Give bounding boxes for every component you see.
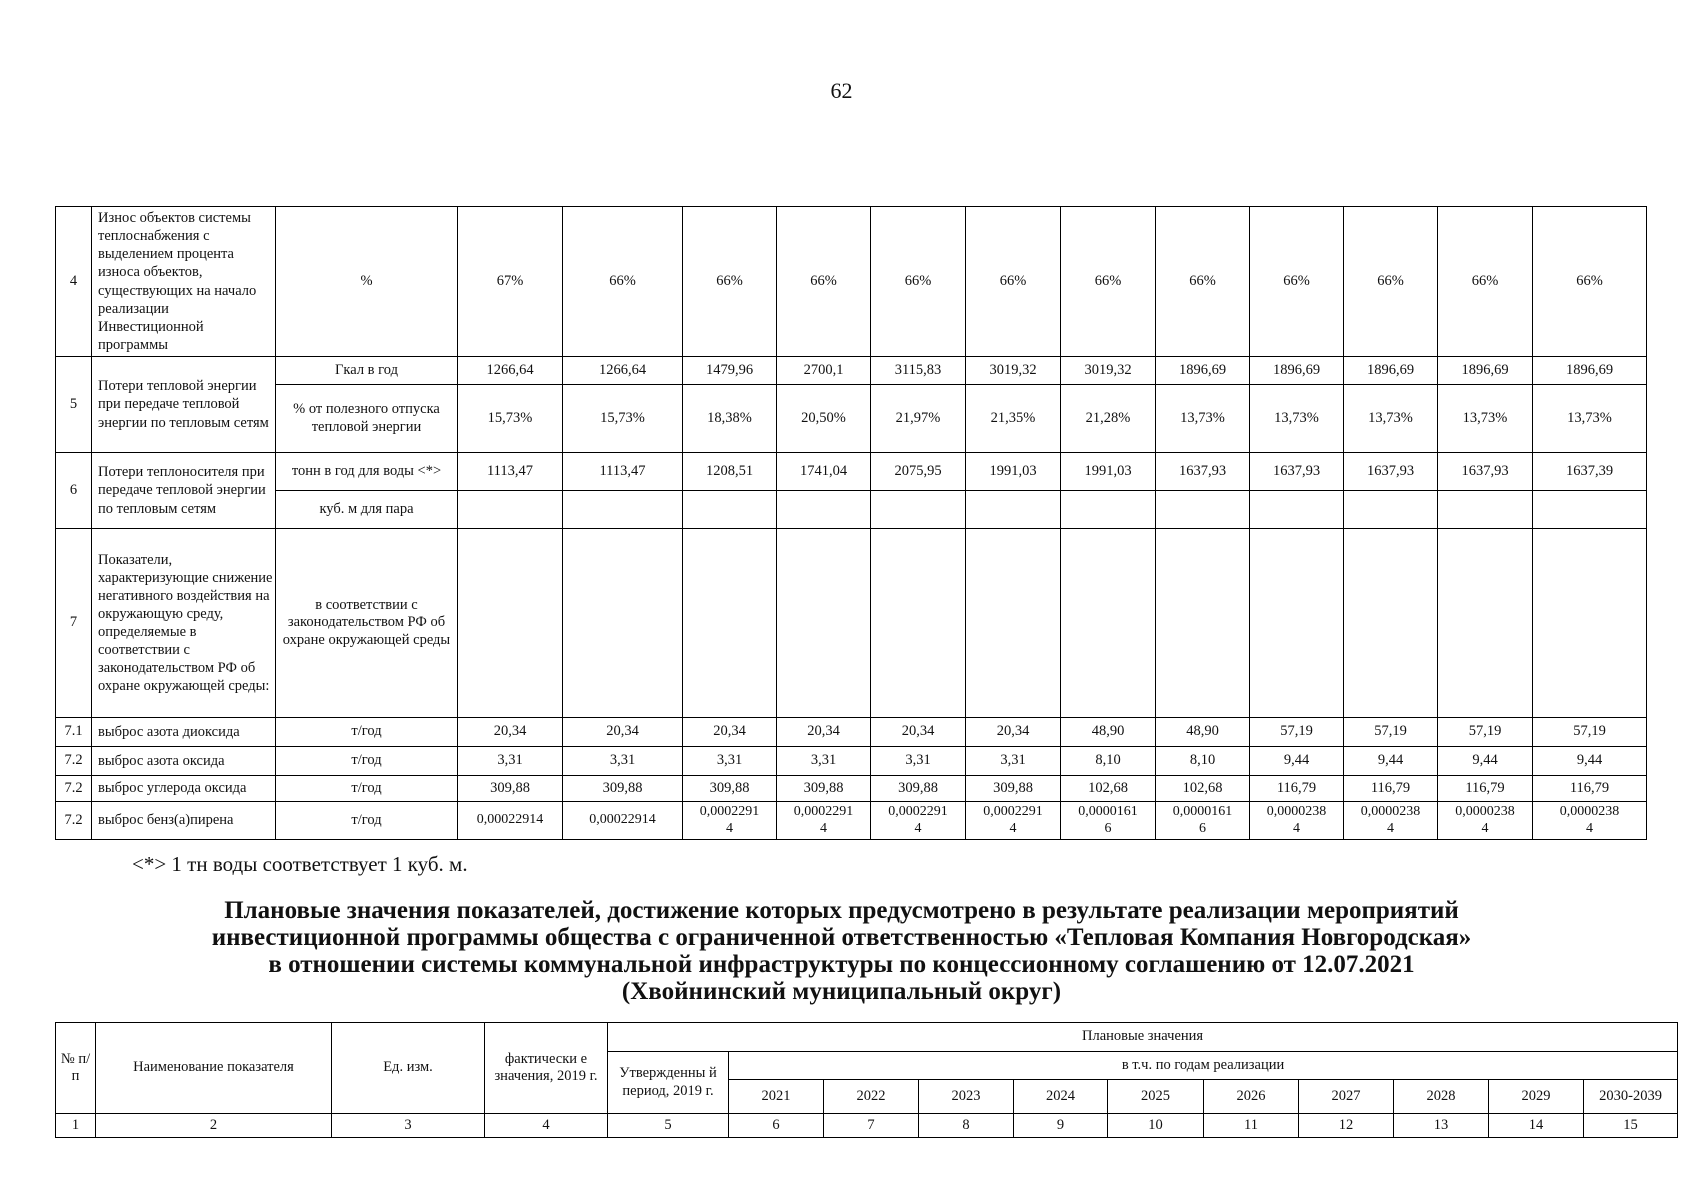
indicator-name: выброс азота оксида [92, 747, 276, 776]
table-row [56, 385, 1647, 453]
empty-cell [1533, 491, 1647, 529]
header-planned: Плановые значения [608, 1023, 1678, 1052]
column-number: 1 [56, 1114, 96, 1138]
value-cell: 48,90 [1156, 718, 1250, 747]
value-cell: 1896,69 [1344, 357, 1438, 385]
value-cell: 1896,69 [1250, 357, 1344, 385]
value-cell: 66% [1156, 207, 1250, 357]
unit: Гкал в год [276, 357, 458, 385]
value-cell: 309,88 [871, 776, 966, 802]
value-cell: 9,44 [1438, 747, 1533, 776]
value-cell: 13,73% [1344, 385, 1438, 453]
heading-line: инвестиционной программы общества с ограниченной ответственностью «Тепловая Компания Новгородская» [211, 924, 1472, 951]
header-name: Наименование показателя [96, 1023, 332, 1114]
column-number: 7 [824, 1114, 919, 1138]
column-number: 2 [96, 1114, 332, 1138]
year-header: 2030-2039 [1584, 1080, 1678, 1114]
page-number: 62 [830, 78, 853, 103]
value-cell: 20,34 [966, 718, 1061, 747]
empty-cell [458, 529, 563, 718]
value-cell: 9,44 [1533, 747, 1647, 776]
value-cell: 0,0002291 4 [683, 802, 777, 840]
year-header: 2028 [1394, 1080, 1489, 1114]
column-number: 10 [1108, 1114, 1204, 1138]
row-number: 6 [56, 453, 92, 529]
value-cell: 66% [966, 207, 1061, 357]
value-cell: 9,44 [1250, 747, 1344, 776]
unit: т/год [276, 802, 458, 840]
table-row [56, 718, 1647, 747]
value-cell: 1266,64 [563, 357, 683, 385]
value-cell: 0,0000238 4 [1250, 802, 1344, 840]
value-cell: 309,88 [777, 776, 871, 802]
value-cell: 66% [777, 207, 871, 357]
column-number: 5 [608, 1114, 729, 1138]
value-cell: 66% [1438, 207, 1533, 357]
table-row [56, 529, 1647, 718]
value-cell: 1896,69 [1156, 357, 1250, 385]
table-row [56, 453, 1647, 491]
value-cell: 1991,03 [966, 453, 1061, 491]
unit: т/год [276, 718, 458, 747]
empty-cell [966, 491, 1061, 529]
value-cell: 309,88 [683, 776, 777, 802]
value-cell: 0,0000238 4 [1344, 802, 1438, 840]
unit: т/год [276, 747, 458, 776]
row-number: 5 [56, 357, 92, 453]
indicator-name: Показатели, характеризующие снижение негативного воздействия на окружающую среду, определяемые в соответствии с законодательством РФ об охране окружающей среды: [92, 529, 276, 718]
header-row [56, 1023, 1678, 1052]
value-cell: 57,19 [1533, 718, 1647, 747]
section-heading [0, 897, 1683, 1005]
column-number: 14 [1489, 1114, 1584, 1138]
row-number: 4 [56, 207, 92, 357]
value-cell: 3019,32 [966, 357, 1061, 385]
empty-cell [1061, 529, 1156, 718]
value-cell: 116,79 [1344, 776, 1438, 802]
indicator-name: выброс азота диоксида [92, 718, 276, 747]
column-number: 6 [729, 1114, 824, 1138]
heading-line: в отношении системы коммунальной инфраструктуры по концессионному соглашению от 12.07.2021 [268, 951, 1415, 978]
empty-cell [871, 491, 966, 529]
year-header: 2021 [729, 1080, 824, 1114]
value-cell: 1113,47 [563, 453, 683, 491]
value-cell: 66% [1533, 207, 1647, 357]
value-cell: 0,0002291 4 [966, 802, 1061, 840]
value-cell: 3,31 [777, 747, 871, 776]
column-number: 15 [1584, 1114, 1678, 1138]
value-cell: 0,00022914 [563, 802, 683, 840]
value-cell: 20,34 [563, 718, 683, 747]
value-cell: 20,34 [683, 718, 777, 747]
value-cell: 309,88 [458, 776, 563, 802]
empty-cell [683, 529, 777, 718]
value-cell: 309,88 [563, 776, 683, 802]
value-cell: 2700,1 [777, 357, 871, 385]
value-cell: 8,10 [1061, 747, 1156, 776]
value-cell: 3,31 [458, 747, 563, 776]
year-header: 2029 [1489, 1080, 1584, 1114]
value-cell: 66% [563, 207, 683, 357]
value-cell: 1896,69 [1438, 357, 1533, 385]
value-cell: 18,38% [683, 385, 777, 453]
unit: т/год [276, 776, 458, 802]
year-header: 2022 [824, 1080, 919, 1114]
table-row [56, 491, 1647, 529]
value-cell: 66% [1061, 207, 1156, 357]
column-number: 4 [485, 1114, 608, 1138]
unit: куб. м для пара [276, 491, 458, 529]
value-cell: 102,68 [1156, 776, 1250, 802]
value-cell: 48,90 [1061, 718, 1156, 747]
value-cell: 13,73% [1156, 385, 1250, 453]
column-number: 8 [919, 1114, 1014, 1138]
column-number: 13 [1394, 1114, 1489, 1138]
unit: тонн в год для воды <*> [276, 453, 458, 491]
empty-cell [1438, 529, 1533, 718]
value-cell: 0,0000161 6 [1061, 802, 1156, 840]
value-cell: 3019,32 [1061, 357, 1156, 385]
value-cell: 309,88 [966, 776, 1061, 802]
value-cell: 57,19 [1438, 718, 1533, 747]
empty-cell [1156, 529, 1250, 718]
value-cell: 1208,51 [683, 453, 777, 491]
value-cell: 20,50% [777, 385, 871, 453]
value-cell: 1637,39 [1533, 453, 1647, 491]
value-cell: 67% [458, 207, 563, 357]
year-header: 2023 [919, 1080, 1014, 1114]
value-cell: 0,0000238 4 [1438, 802, 1533, 840]
empty-cell [1533, 529, 1647, 718]
unit: % от полезного отпуска тепловой энергии [276, 385, 458, 453]
value-cell: 0,0002291 4 [777, 802, 871, 840]
header-unit: Ед. изм. [332, 1023, 485, 1114]
unit: в соответствии с законодательством РФ об охране окружающей среды [276, 529, 458, 718]
value-cell: 3,31 [563, 747, 683, 776]
empty-cell [1061, 491, 1156, 529]
value-cell: 1637,93 [1438, 453, 1533, 491]
value-cell: 13,73% [1438, 385, 1533, 453]
value-cell: 1991,03 [1061, 453, 1156, 491]
footnote: <*> 1 тн воды соответствует 1 куб. м. [132, 852, 468, 876]
empty-cell [1250, 491, 1344, 529]
value-cell: 21,97% [871, 385, 966, 453]
row-number: 7.2 [56, 747, 92, 776]
indicator-name: Потери тепловой энергии при передаче тепловой энергии по тепловым сетям [92, 357, 276, 453]
value-cell: 116,79 [1250, 776, 1344, 802]
value-cell: 0,00022914 [458, 802, 563, 840]
year-header: 2024 [1014, 1080, 1108, 1114]
empty-cell [966, 529, 1061, 718]
empty-cell [1156, 491, 1250, 529]
value-cell: 1637,93 [1344, 453, 1438, 491]
table-row [56, 747, 1647, 776]
year-header: 2025 [1108, 1080, 1204, 1114]
row-number: 7.1 [56, 718, 92, 747]
empty-cell [777, 491, 871, 529]
heading-line: Плановые значения показателей, достижение которых предусмотрено в результате реализации мероприятий [224, 897, 1459, 924]
row-number: 7.2 [56, 776, 92, 802]
value-cell: 116,79 [1438, 776, 1533, 802]
value-cell: 13,73% [1250, 385, 1344, 453]
value-cell: 20,34 [871, 718, 966, 747]
value-cell: 1741,04 [777, 453, 871, 491]
value-cell: 21,35% [966, 385, 1061, 453]
heading-line: (Хвойнинский муниципальный округ) [621, 978, 1062, 1005]
value-cell: 21,28% [1061, 385, 1156, 453]
empty-cell [777, 529, 871, 718]
value-cell: 66% [871, 207, 966, 357]
value-cell: 66% [1344, 207, 1438, 357]
column-number: 3 [332, 1114, 485, 1138]
indicators-table [55, 206, 1647, 840]
value-cell: 1113,47 [458, 453, 563, 491]
indicator-name: выброс бенз(а)пирена [92, 802, 276, 840]
value-cell: 1637,93 [1156, 453, 1250, 491]
numbering-row [56, 1114, 1678, 1138]
value-cell: 57,19 [1344, 718, 1438, 747]
value-cell: 15,73% [563, 385, 683, 453]
table-row [56, 802, 1647, 840]
value-cell: 0,0002291 4 [871, 802, 966, 840]
row-number: 7.2 [56, 802, 92, 840]
planned-values-table [55, 1022, 1678, 1138]
value-cell: 3,31 [683, 747, 777, 776]
empty-cell [1344, 491, 1438, 529]
value-cell: 57,19 [1250, 718, 1344, 747]
value-cell: 15,73% [458, 385, 563, 453]
indicator-name: Потери теплоносителя при передаче тепловой энергии по тепловым сетям [92, 453, 276, 529]
header-approved: Утвержденны й период, 2019 г. [608, 1052, 729, 1114]
column-number: 11 [1204, 1114, 1299, 1138]
empty-cell [563, 491, 683, 529]
indicator-name: выброс углерода оксида [92, 776, 276, 802]
value-cell: 66% [1250, 207, 1344, 357]
year-header: 2027 [1299, 1080, 1394, 1114]
value-cell: 1479,96 [683, 357, 777, 385]
value-cell: 66% [683, 207, 777, 357]
value-cell: 1896,69 [1533, 357, 1647, 385]
value-cell: 102,68 [1061, 776, 1156, 802]
value-cell: 2075,95 [871, 453, 966, 491]
value-cell: 8,10 [1156, 747, 1250, 776]
value-cell: 0,0000161 6 [1156, 802, 1250, 840]
empty-cell [1250, 529, 1344, 718]
value-cell: 20,34 [458, 718, 563, 747]
indicator-name: Износ объектов системы теплоснабжения с выделением процента износа объектов, существующих на начало реализации Инвестиционной программы [92, 207, 276, 357]
value-cell: 20,34 [777, 718, 871, 747]
column-number: 9 [1014, 1114, 1108, 1138]
empty-cell [683, 491, 777, 529]
value-cell: 1637,93 [1250, 453, 1344, 491]
empty-cell [563, 529, 683, 718]
value-cell: 0,0000238 4 [1533, 802, 1647, 840]
empty-cell [458, 491, 563, 529]
table-row [56, 357, 1647, 385]
value-cell: 1266,64 [458, 357, 563, 385]
row-number: 7 [56, 529, 92, 718]
value-cell: 3115,83 [871, 357, 966, 385]
header-by-years: в т.ч. по годам реализации [729, 1052, 1678, 1080]
table-row [56, 207, 1647, 357]
empty-cell [1344, 529, 1438, 718]
unit: % [276, 207, 458, 357]
value-cell: 3,31 [871, 747, 966, 776]
empty-cell [871, 529, 966, 718]
value-cell: 116,79 [1533, 776, 1647, 802]
empty-cell [1438, 491, 1533, 529]
year-header: 2026 [1204, 1080, 1299, 1114]
header-num: № п/ п [56, 1023, 96, 1114]
value-cell: 13,73% [1533, 385, 1647, 453]
table-row [56, 776, 1647, 802]
value-cell: 9,44 [1344, 747, 1438, 776]
value-cell: 3,31 [966, 747, 1061, 776]
column-number: 12 [1299, 1114, 1394, 1138]
header-fact: фактически е значения, 2019 г. [485, 1023, 608, 1114]
